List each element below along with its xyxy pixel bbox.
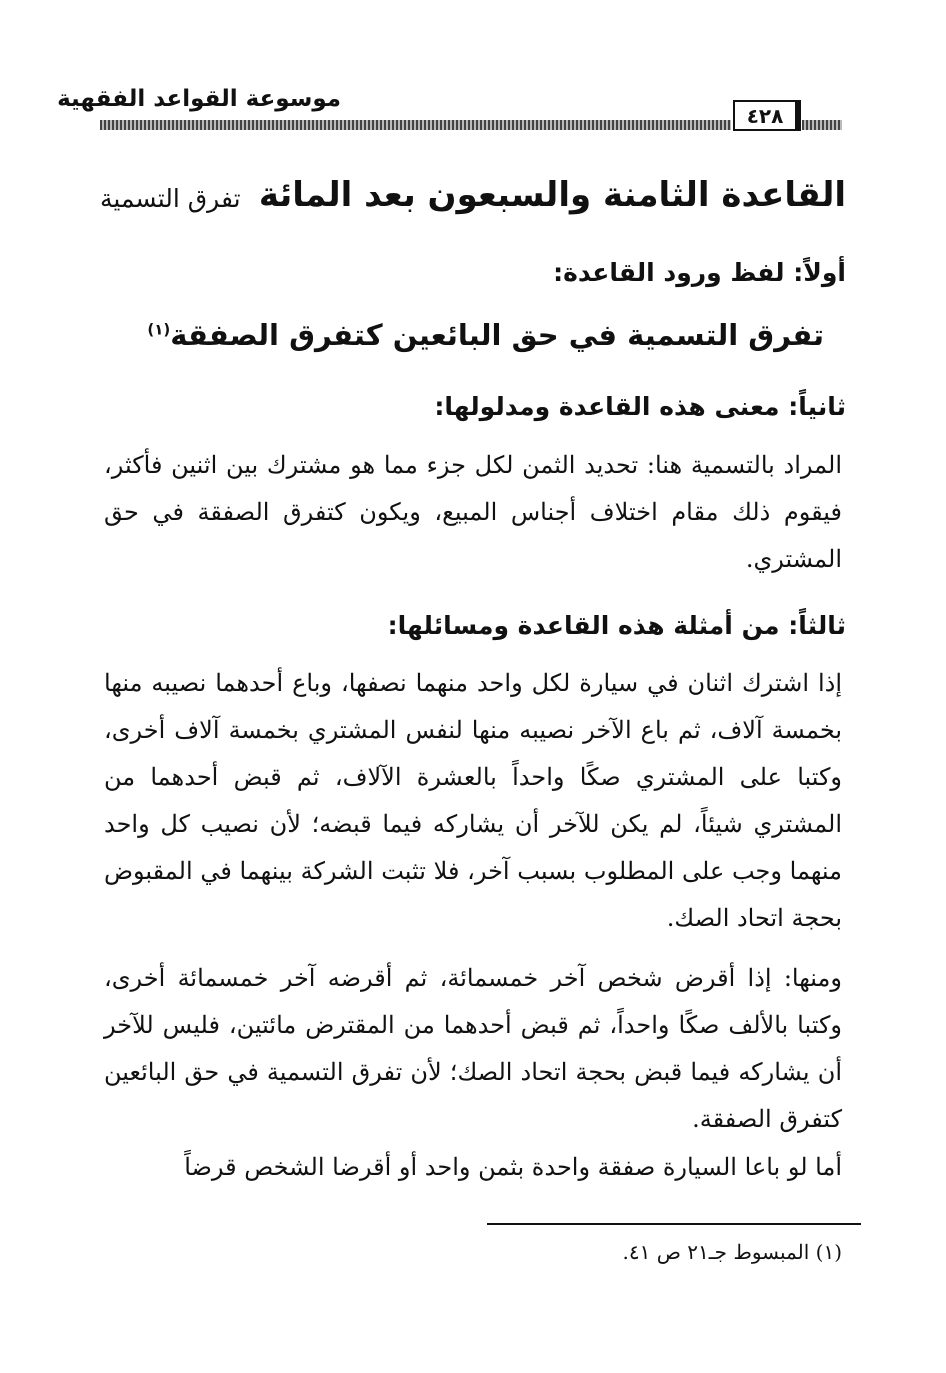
section-heading-2: ثانياً: معنى هذه القاعدة ومدلولها: [434, 392, 846, 421]
footnote: (١) المبسوط جـ٢١ ص ٤١. [622, 1240, 842, 1264]
running-header-title: موسوعة القواعد الفقهية [57, 86, 341, 112]
section-heading-1: أولاً: لفظ ورود القاعدة: [553, 258, 846, 287]
meaning-paragraph: المراد بالتسمية هنا: تحديد الثمن لكل جزء مما هو مشترك بين اثنين فأكثر، فيقوم ذلك مقام اختلاف أجناس المبيع، ويكون كتفرق الصفقة في حق المشتري. [104, 451, 842, 573]
footnote-rule [487, 1223, 861, 1225]
rule-statement [147, 318, 824, 352]
example-paragraph-1: إذا اشترك اثنان في سيارة لكل واحد منهما نصفها، وباع أحدهما نصيبه منها بخمسة آلاف، ثم باع الآخر نصيبه منها لنفس المشتري بخمسة آلاف أخرى، وكتبا على المشتري صكًا واحداً بالعشرة الآلاف، ثم قبض أحدهما من المشتري شيئاً، لم يكن للآخر أن يشاركه فيما قبضه؛ لأن نصيب كل واحد منهما وجب على المطلوب بسبب آخر، فلا تثبت الشركة بينهما في المقبوض بحجة اتحاد الصك. [104, 669, 843, 932]
example-paragraph-3: أما لو باعا السيارة صفقة واحدة بثمن واحد أو أقرضا الشخص قرضاً [184, 1153, 842, 1181]
footnote-ref: (١) [147, 320, 171, 339]
rule-tag: تفرق التسمية [100, 184, 241, 213]
example-paragraph-2: ومنها: إذا أقرض شخص آخر خمسمائة، ثم أقرضه آخر خمسمائة أخرى، وكتبا بالألف صكًا واحداً، ثم قبض أحدهما من المقترض مائتين، فليس للآخر أن يشاركه فيما قبض بحجة اتحاد الصك؛ لأن تفرق التسمية في حق البائعين كتفرق الصفقة. [104, 964, 842, 1133]
rule-title: القاعدة الثامنة والسبعون بعد المائة [258, 175, 846, 215]
page-number: ٤٢٨ [733, 100, 801, 131]
section-heading-3: ثالثاً: من أمثلة هذه القاعدة ومسائلها: [387, 611, 846, 640]
rule-statement-text: تفرق التسمية في حق البائعين كتفرق الصفقة [170, 318, 824, 352]
header-rule [100, 120, 731, 130]
header-rule-right [802, 120, 842, 130]
